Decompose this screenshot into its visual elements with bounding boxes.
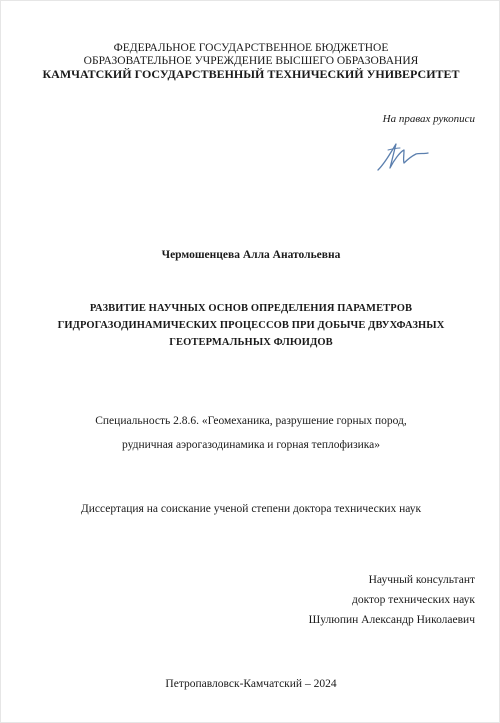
dissertation-statement: Диссертация на соискание ученой степени доктора технических наук xyxy=(80,503,422,515)
specialty-line-2: рудничная аэрогазодинамика и горная теплофизика» xyxy=(121,439,381,451)
institution-line-2: ОБРАЗОВАТЕЛЬНОЕ УЧРЕЖДЕНИЕ ВЫСШЕГО ОБРАЗОВАНИЯ xyxy=(83,55,419,67)
city-year: Петропавловск-Камчатский – 2024 xyxy=(165,678,337,690)
university-name: КАМЧАТСКИЙ ГОСУДАРСТВЕННЫЙ ТЕХНИЧЕСКИЙ УНИВЕРСИТЕТ xyxy=(42,67,460,81)
advisor-name: Шулюпин Александр Николаевич xyxy=(308,614,475,626)
thesis-title-line-2: ГИДРОГАЗОДИНАМИЧЕСКИХ ПРОЦЕССОВ ПРИ ДОБЫЧЕ ДВУХФАЗНЫХ xyxy=(57,320,445,331)
specialty-line-1: Специальность 2.8.6. «Геомеханика, разрушение горных пород, xyxy=(95,415,407,427)
advisor-role: Научный консультант xyxy=(368,574,475,586)
manuscript-rights-note: На правах рукописи xyxy=(382,113,475,125)
thesis-title-line-3: ГЕОТЕРМАЛЬНЫХ ФЛЮИДОВ xyxy=(169,337,333,348)
thesis-title-line-1: РАЗВИТИЕ НАУЧНЫХ ОСНОВ ОПРЕДЕЛЕНИЯ ПАРАМЕТРОВ xyxy=(89,303,413,314)
advisor-degree: доктор технических наук xyxy=(352,594,475,606)
institution-line-1: ФЕДЕРАЛЬНОЕ ГОСУДАРСТВЕННОЕ БЮДЖЕТНОЕ xyxy=(113,42,389,54)
author-name: Чермошенцева Алла Анатольевна xyxy=(161,249,341,261)
handwritten-signature xyxy=(374,138,430,174)
